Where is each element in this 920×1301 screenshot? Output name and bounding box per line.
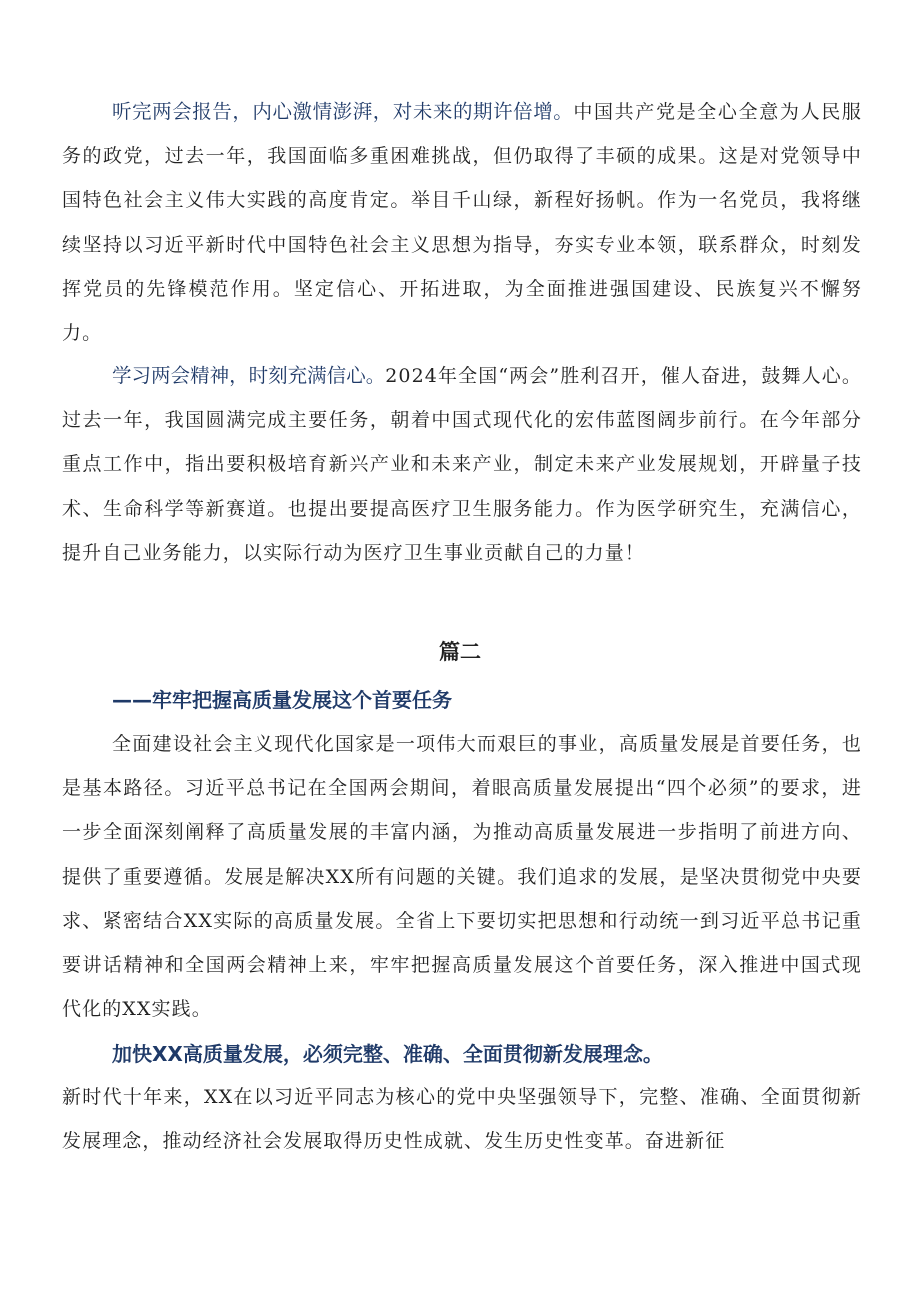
paragraph-4: 新时代十年来，XX在以习近平同志为核心的党中央坚强领导下，完整、准确、全面贯彻新发展理念，推动经济社会发展取得历史性成就、发生历史性变革。奋进新征 — [62, 1086, 862, 1153]
paragraph-2-lead: 学习两会精神，时刻充满信心。 — [112, 364, 386, 387]
paragraph-2-body: 2024年全国“两会”胜利召开，催人奋进，鼓舞人心。过去一年，我国圆满完成主要任务，朝着中国式现代化的宏伟蓝图阔步前行。在今年部分重点工作中，指出要积极培育新兴产业和未来产业，制定未来产业发展规划，开辟量子技术、生命科学等新赛道。也提出要提高医疗卫生服务能力。作为医学研究生，充满信心，提升自己业务能力，以实际行动为医疗卫生事业贡献自己的力量！ — [62, 365, 862, 564]
section-title: 篇二 — [439, 640, 481, 664]
section-heading: 加快XX高质量发展，必须完整、准确、全面贯彻新发展理念。 — [112, 1042, 663, 1066]
paragraph-1-lead: 听完两会报告，内心激情澎湃，对未来的期许倍增。 — [112, 100, 574, 123]
paragraph-3: 全面建设社会主义现代化国家是一项伟大而艰巨的事业，高质量发展是首要任务，也是基本路径。习近平总书记在全国两会期间，着眼高质量发展提出“四个必须”的要求，进一步全面深刻阐释了高质量发展的丰富内涵，为推动高质量发展进一步指明了前进方向、提供了重要遵循。发展是解决XX所有问题的关键。我们追求的发展，是坚决贯彻党中央要求、紧密结合XX实际的高质量发展。全省上下要切实把思想和行动统一到习近平总书记重要讲话精神和全国两会精神上来，牢牢把握高质量发展这个首要任务，深入推进中国式现代化的XX实践。 — [62, 733, 862, 1021]
paragraph-1-body: 中国共产党是全心全意为人民服务的政党，过去一年，我国面临多重困难挑战，但仍取得了丰硕的成果。这是对党领导中国特色社会主义伟大实践的高度肯定。举目千山绿，新程好扬帆。作为一名党员，我将继续坚持以习近平新时代中国特色社会主义思想为指导，夯实专业本领，联系群众，时刻发挥党员的先锋模范作用。坚定信心、开拓进取，为全面推进强国建设、民族复兴不懈努力。 — [62, 101, 862, 345]
paragraph-2 — [62, 354, 862, 575]
paragraph-1 — [62, 90, 862, 355]
section-subtitle: ——牢牢把握高质量发展这个首要任务 — [112, 688, 452, 712]
